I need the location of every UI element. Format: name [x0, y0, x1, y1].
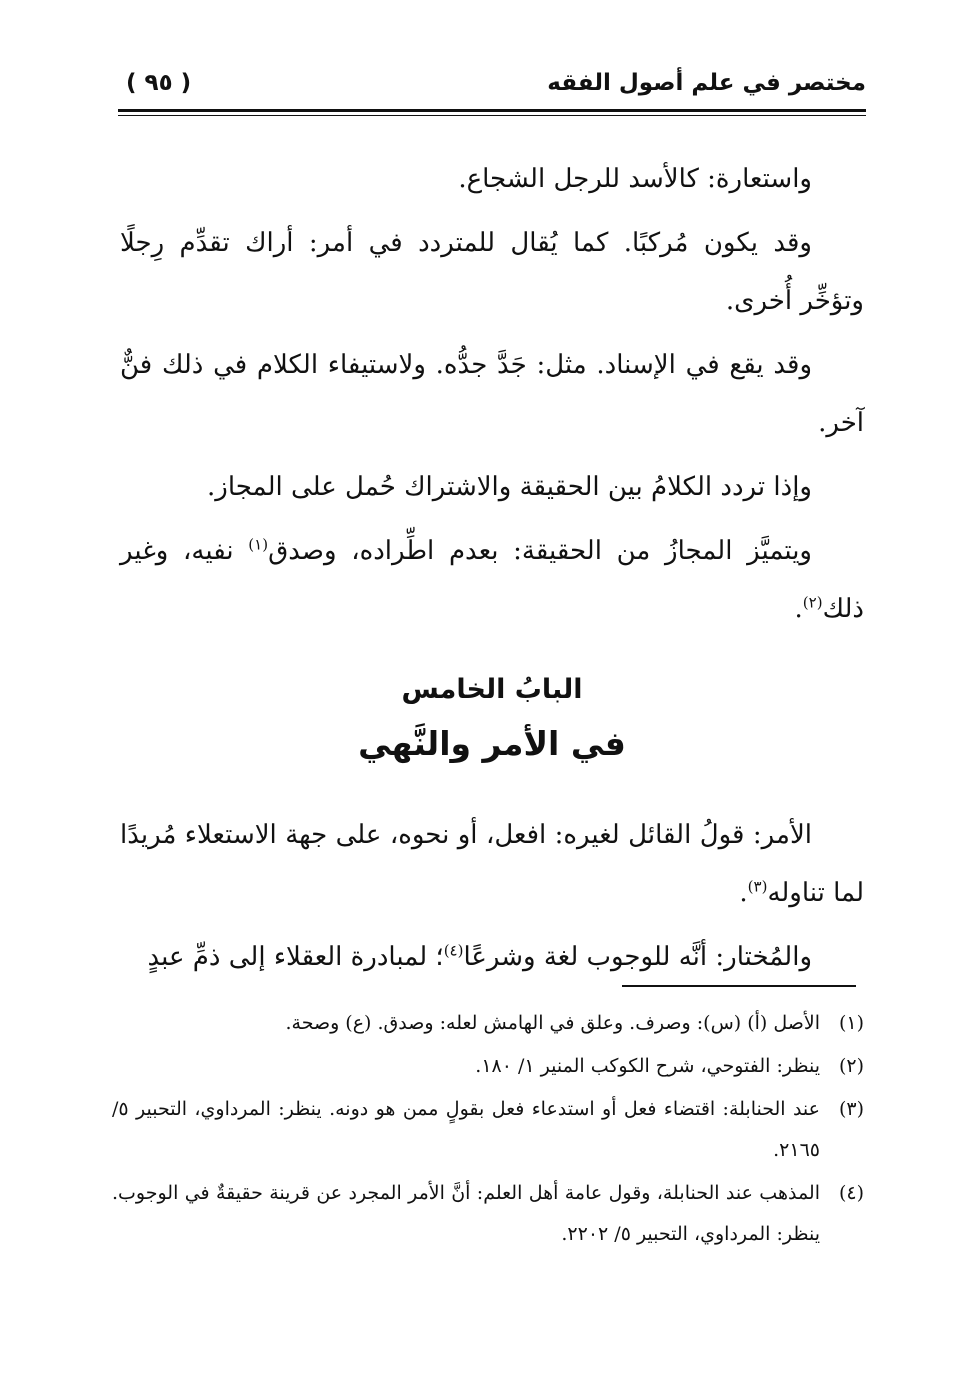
- text-run: ويتميَّز المجازُ من الحقيقة: بعدم اطِّراده، وصدق: [268, 536, 812, 566]
- main-text: [120, 150, 864, 992]
- text-run: نفيه، وغير ذلك: [120, 536, 864, 624]
- text-run: الأمر: قولُ القائل لغيره: افعل، أو نحوه، على جهة الاستعلاء مُريدًا لما تناوله: [120, 820, 864, 908]
- text-run: ؛ لمبادرة العقلاء إلى ذمِّ عبدٍ: [147, 942, 444, 972]
- paragraph: وقد يقع في الإسناد. مثل: جَدَّ جدُّه. ولاستيفاء الكلام في ذلك فنٌّ آخر.: [120, 350, 864, 438]
- paragraph: وإذا تردد الكلامُ بين الحقيقة والاشتراك حُمل على المجاز.: [207, 472, 812, 502]
- header-rule-thick: [118, 109, 866, 112]
- paragraph: وقد يكون مُركبًا. كما يُقال للمتردد في أمر: أراك تقدِّم رِجلًا وتؤخِّر أُخرى.: [120, 228, 864, 316]
- footnote-text: المذهب عند الحنابلة، وقول عامة أهل العلم: أنَّ الأمر المجرد عن قرينة حقيقةٌ في الوجوب. ينظر: المرداوي، التحبير ٥/ ٢٢٠٢.: [112, 1182, 820, 1245]
- paragraph: واستعارة: كالأسد للرجل الشجاع.: [458, 164, 812, 194]
- text-run: والمُختار: أنَّه للوجوب لغة وشرعًا: [463, 942, 812, 972]
- text-run: .: [794, 594, 803, 624]
- footnote: [112, 1046, 864, 1087]
- chapter-title: البابُ الخامس: [401, 674, 583, 705]
- chapter-subtitle: في الأمر والنَّهي: [358, 724, 626, 763]
- footnote-number: (٣): [838, 1098, 864, 1120]
- page-number: ( ٩٥ ): [126, 70, 192, 96]
- footnote-text: عند الحنابلة: اقتضاء فعل أو استدعاء فعل بقولٍ ممن هو دونه. ينظر: المرداوي، التحبير ٥/ ٢١٦٥.: [112, 1098, 820, 1161]
- paragraph: [120, 806, 864, 922]
- text-run: .: [739, 878, 748, 908]
- footnote-ref: (١): [248, 535, 269, 554]
- book-title: مختصر في علم أصول الفقه: [547, 70, 866, 96]
- paragraph: [120, 928, 864, 986]
- footnote-number: (٢): [838, 1055, 864, 1077]
- paragraph: [120, 522, 864, 638]
- header-rule-thin: [118, 115, 866, 116]
- footnote: [112, 1173, 864, 1255]
- footnote: [112, 1089, 864, 1171]
- running-header: [118, 70, 866, 104]
- footnote-number: (١): [838, 1012, 864, 1034]
- footnote-text: ينظر: الفتوحي، شرح الكوكب المنير ١/ ١٨٠.: [475, 1055, 820, 1077]
- footnote: [112, 1003, 864, 1044]
- footnote-ref: (٢): [802, 593, 823, 612]
- footnote-separator: [622, 985, 856, 987]
- footnote-ref: (٤): [443, 941, 464, 960]
- footnote-ref: (٣): [747, 877, 768, 896]
- footnotes: [112, 1003, 864, 1257]
- footnote-number: (٤): [838, 1182, 864, 1204]
- footnote-text: الأصل (أ) (س): وصرف. وعلق في الهامش لعله: وصدق. (ع) وصحة.: [285, 1012, 820, 1034]
